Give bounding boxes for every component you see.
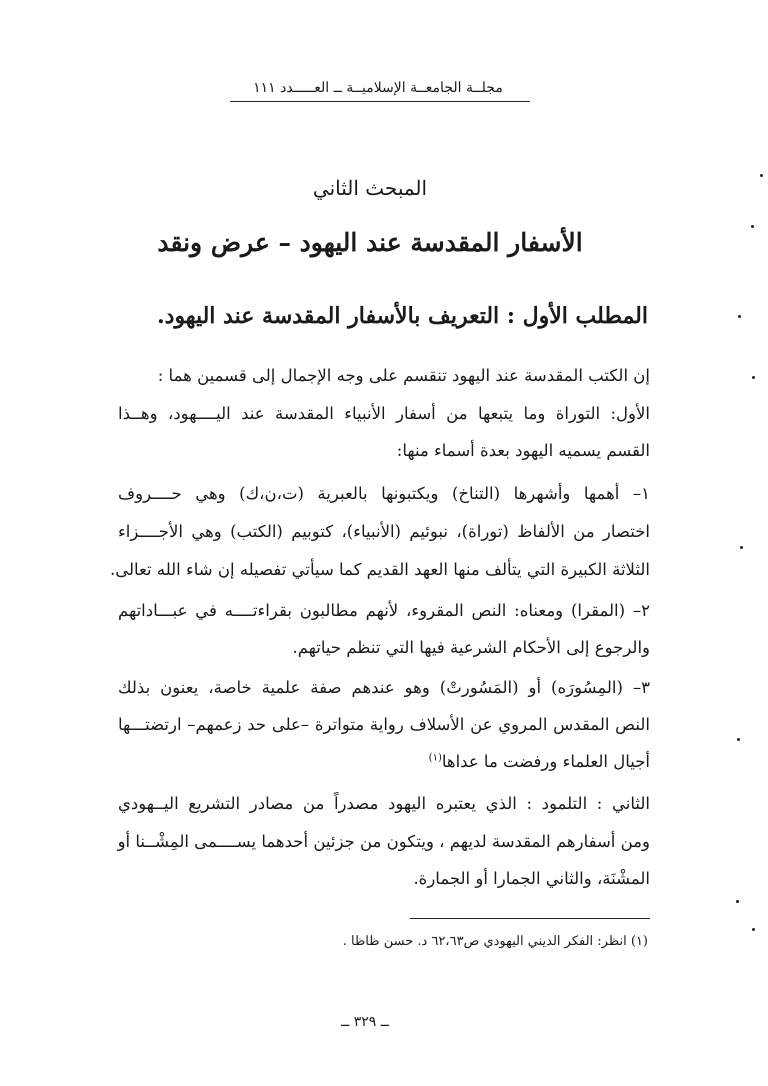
- footnote-separator: [410, 918, 650, 919]
- body-line: اختصار من الألفاظ (توراة)، نبوئيم (الأنبياء)، كتوبيم (الكتب) وهي الأجــــزاء: [118, 522, 650, 541]
- body-line: القسم يسميه اليهود بعدة أسماء منها:: [396, 441, 650, 460]
- body-line: الثلاثة الكبيرة التي يتألف منها العهد القديم كما سيأتي تفصيله إن شاء الله تعالى.: [110, 560, 650, 579]
- body-line: الأول: التوراة وما يتبعها من أسفار الأنبياء المقدسة عند اليــــهود، وهــذا: [118, 404, 650, 423]
- body-line: ومن أسفارهم المقدسة لديهم ، ويتكون من جزئين أحدهما يســــمى المِشْــنا أو: [117, 832, 650, 851]
- section-label: المبحث الثاني: [312, 176, 428, 200]
- body-line: ٣– (المِسُورَه) أو (المَسُورتْ) وهو عندهم صفة علمية خاصة، يعنون بذلك: [118, 678, 650, 697]
- scan-speck: [736, 900, 739, 903]
- scan-speck: [740, 546, 743, 549]
- body-line: النص المقدس المروي عن الأسلاف رواية متواترة –على حد زعمهم– ارتضتـــها: [118, 715, 650, 734]
- footnote-reference: (١): [428, 752, 442, 764]
- header-rule: [230, 101, 530, 102]
- body-line-with-footnote-ref: [118, 752, 650, 771]
- body-line: والرجوع إلى الأحكام الشرعية فيها التي تنظم حياتهم.: [292, 638, 650, 657]
- scan-speck: [751, 225, 754, 228]
- scan-speck: [737, 738, 740, 741]
- scan-speck: [752, 376, 755, 379]
- body-text: أجيال العلماء ورفضت ما عداها: [441, 752, 650, 771]
- scan-speck: [752, 928, 755, 931]
- scan-speck: [760, 174, 763, 177]
- subsection-heading: المطلب الأول : التعريف بالأسفار المقدسة عند اليهود.: [156, 303, 648, 329]
- body-line: ٢– (المقرا) ومعناه: النص المقروء، لأنهم مطالبون بقراءتــــه في عبـــاداتهم: [118, 601, 650, 620]
- footnote: (١) انظر: الفكر الديني اليهودي ص٦٢،٦٣ د. حسن ظاظا .: [342, 934, 648, 949]
- body-line: الثاني : التلمود : الذي يعتبره اليهود مصدراً من مصادر التشريع اليــهودي: [118, 794, 650, 813]
- page-number: ــ ٣٢٩ ــ: [341, 1014, 389, 1030]
- scan-speck: [738, 315, 741, 318]
- body-line: المشْنَة، والثاني الجمارا أو الجمارة.: [413, 869, 650, 888]
- section-title: الأسفار المقدسة عند اليهود – عرض ونقد: [157, 228, 583, 257]
- running-header: مجلــة الجامعــة الإسلاميــة ــ العـــــدد ١١١: [253, 80, 503, 96]
- body-line: ١– أهمها وأشهرها (التناخ) ويكتبونها بالعبرية (ت،ن،ك) وهي حــــروف: [118, 484, 650, 503]
- body-line: إن الكتب المقدسة عند اليهود تنقسم على وجه الإجمال إلى قسمين هما :: [157, 366, 650, 385]
